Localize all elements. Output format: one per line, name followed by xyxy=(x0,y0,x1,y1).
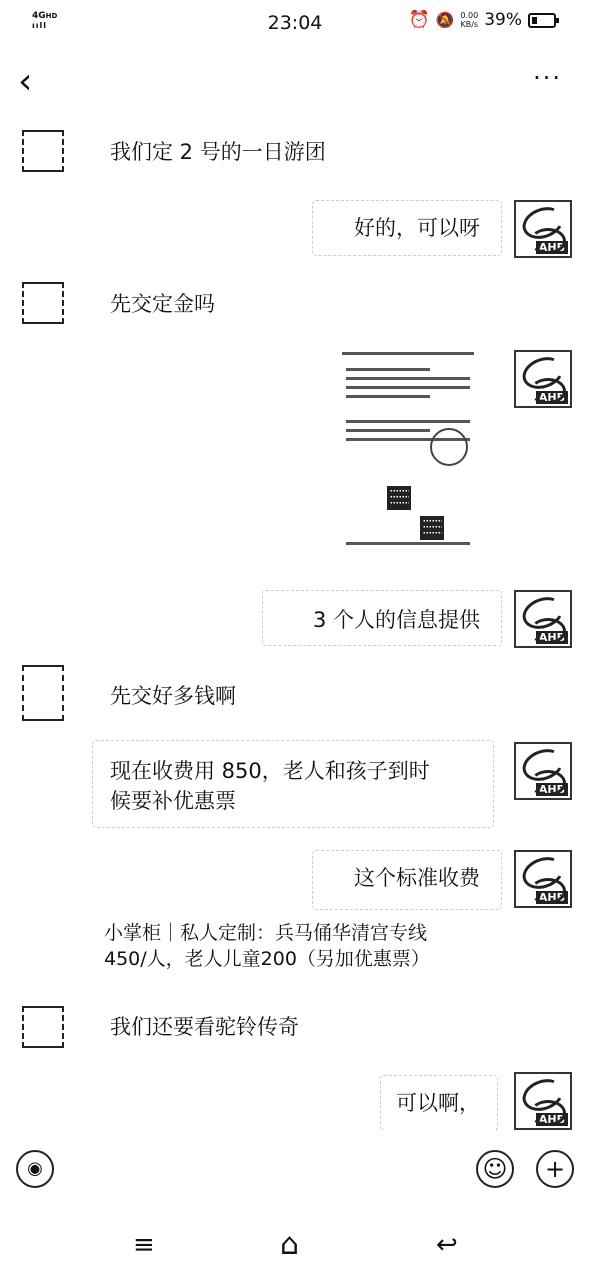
message-text[interactable]: 3 个人的信息提供 xyxy=(312,608,480,632)
status-clock: 23:04 xyxy=(267,12,323,34)
message-text[interactable]: 我们还要看驼铃传奇 xyxy=(110,1015,299,1039)
document-header-graphic xyxy=(332,352,484,362)
chat-header xyxy=(0,50,590,110)
my-avatar[interactable]: AHB xyxy=(514,1072,572,1130)
network-speed: 0.00 KB/s xyxy=(460,11,479,29)
status-icons xyxy=(409,10,556,30)
menu-icon[interactable]: ≡ xyxy=(133,1230,155,1260)
input-bar xyxy=(0,1130,590,1210)
chat-list[interactable] xyxy=(0,110,590,1130)
status-bar xyxy=(0,0,590,46)
home-icon[interactable]: ⌂ xyxy=(280,1227,300,1262)
more-options-button[interactable]: ··· xyxy=(533,64,562,92)
contact-avatar[interactable] xyxy=(22,282,64,324)
my-avatar[interactable]: AHB xyxy=(514,350,572,408)
qr-code-icon xyxy=(387,486,411,510)
contact-avatar[interactable] xyxy=(22,1006,64,1048)
system-navigation xyxy=(0,1210,590,1280)
message-text[interactable]: 先交定金吗 xyxy=(110,292,215,316)
signal-icon: ııll xyxy=(32,21,47,30)
network-indicator: 4GHD ııll xyxy=(32,11,58,30)
message-text[interactable]: 现在收费用 850，老人和孩子到时 候要补优惠票 xyxy=(110,759,430,813)
quoted-message[interactable]: 小掌柜｜私人定制：兵马俑华清宫专线 450/人，老人儿童200（另加优惠票） xyxy=(104,922,430,970)
battery-percent: 39% xyxy=(484,10,522,30)
my-avatar[interactable]: AHB xyxy=(514,742,572,800)
emoji-icon[interactable]: ☺ xyxy=(476,1150,514,1188)
plus-icon[interactable]: + xyxy=(536,1150,574,1188)
back-button[interactable]: ‹ xyxy=(18,61,33,102)
my-avatar[interactable]: AHB xyxy=(514,850,572,908)
voice-icon[interactable]: ◉ xyxy=(16,1150,54,1188)
contact-avatar[interactable] xyxy=(22,130,64,172)
back-nav-icon[interactable]: ↩ xyxy=(436,1230,458,1260)
my-avatar[interactable]: AHB xyxy=(514,200,572,258)
my-avatar[interactable]: AHB xyxy=(514,590,572,648)
message-text[interactable]: 我们定 2 号的一日游团 xyxy=(110,140,326,164)
image-message-document[interactable] xyxy=(332,346,484,560)
message-text[interactable]: 可以啊， xyxy=(396,1091,480,1115)
message-text[interactable]: 这个标准收费 xyxy=(354,866,480,890)
alarm-icon: ⏰ xyxy=(408,10,430,30)
seal-icon xyxy=(430,428,468,466)
message-text[interactable]: 好的，可以呀 xyxy=(354,216,480,240)
qr-code-icon xyxy=(420,516,444,540)
message-text[interactable]: 先交好多钱啊 xyxy=(110,684,236,708)
battery-icon xyxy=(528,13,556,28)
contact-avatar[interactable] xyxy=(22,665,64,721)
mute-icon: 🔕 xyxy=(435,11,455,29)
